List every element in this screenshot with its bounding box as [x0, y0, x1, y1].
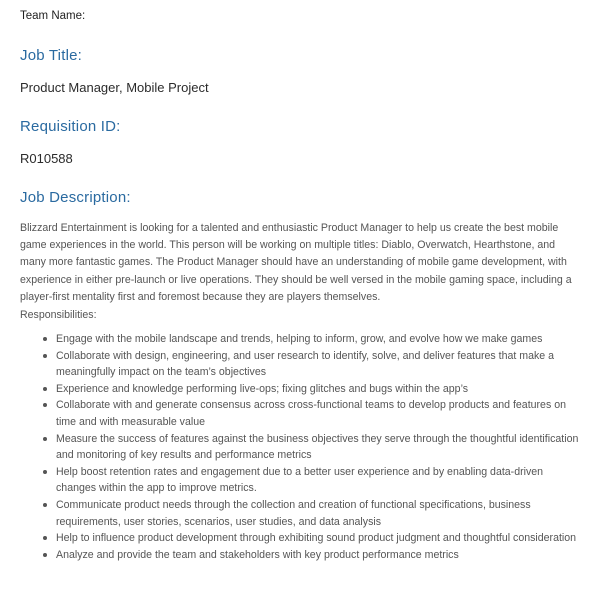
bullet-icon — [43, 387, 47, 391]
bullet-icon — [43, 553, 47, 557]
responsibility-text: Communicate product needs through the collection and creation of functional specifications, business requirements, user stories, scenarios, user studies, and data analysis — [56, 498, 531, 528]
responsibility-text: Help to influence product development through exhibiting sound product judgment and thoughtful consideration — [56, 532, 577, 545]
bullet-icon — [43, 337, 47, 341]
responsibility-item — [56, 431, 584, 464]
job-title-value: Product Manager, Mobile Project — [20, 80, 209, 95]
responsibility-text: Experience and knowledge performing live-ops; fixing glitches and bugs within the app’s — [56, 382, 469, 395]
requisition-id-heading: Requisition ID: — [20, 118, 121, 135]
responsibility-text: Collaborate with and generate consensus across cross-functional teams to develop products and features on time and with measurable value — [56, 399, 566, 428]
responsibility-text: Collaborate with design, engineering, and user research to identify, solve, and deliver features that make a meaningfully impact on the team’s objectives — [56, 349, 554, 379]
responsibility-item — [56, 331, 584, 348]
bullet-icon — [43, 354, 47, 358]
responsibility-text: Analyze and provide the team and stakeholders with key product performance metrics — [56, 548, 459, 561]
bullet-icon — [43, 437, 47, 441]
job-description-body — [20, 220, 580, 306]
responsibility-item — [56, 547, 584, 564]
team-name-label: Team Name: — [20, 10, 86, 22]
responsibility-item — [56, 348, 584, 381]
responsibilities-list — [56, 331, 584, 563]
responsibility-item — [56, 381, 584, 398]
job-title-heading: Job Title: — [20, 47, 83, 64]
job-description-heading: Job Description: — [20, 189, 131, 206]
responsibilities-label: Responsibilities: — [20, 309, 97, 321]
bullet-icon — [43, 403, 47, 407]
responsibility-item — [56, 397, 584, 430]
bullet-icon — [43, 536, 47, 540]
requisition-id-value: R010588 — [20, 151, 73, 166]
responsibility-item — [56, 530, 584, 547]
responsibility-text: Measure the success of features against the business objectives they serve through the thoughtful identification and monitoring of key results and performance metrics — [56, 432, 579, 462]
responsibility-item — [56, 497, 584, 530]
responsibility-item — [56, 464, 584, 497]
bullet-icon — [43, 470, 47, 474]
responsibility-text: Help boost retention rates and engagement due to a better user experience and by enabling data-driven changes within the app to improve metrics. — [56, 465, 544, 495]
responsibility-text: Engage with the mobile landscape and trends, helping to inform, grow, and evolve how we make games — [56, 333, 543, 345]
job-description-paragraph: Blizzard Entertainment is looking for a talented and enthusiastic Product Manager to help us create the best mobile game experiences in the world. This person will be working on multiple titles: Diablo, Overwatch, Hearthstone, and many more fantastic games. The Product Manager should have an understanding of mobile game development, with experience in either pre-launch or live operations. They should be well versed in the mobile gaming space, including a player-first mentality first and foremost because they are players themselves. — [20, 222, 572, 303]
bullet-icon — [43, 503, 47, 507]
